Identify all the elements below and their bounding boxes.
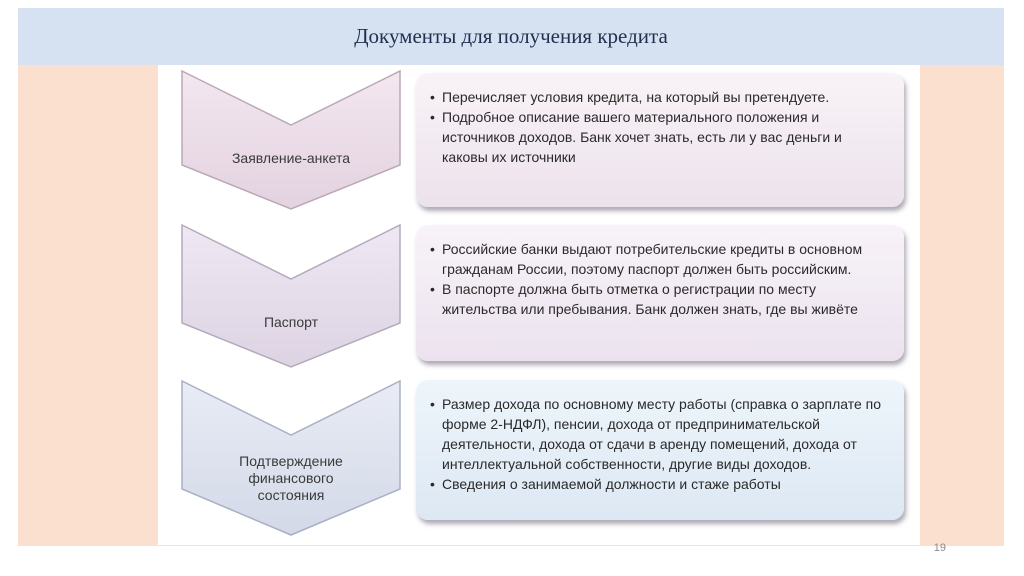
label-line: Заявление-анкета bbox=[231, 150, 351, 166]
bullet-item: • Перечисляет условия кредита, на который вы претендуете. bbox=[430, 87, 886, 107]
chevron-shape bbox=[178, 221, 404, 371]
label-line: финансового bbox=[248, 470, 334, 486]
label-line: состояния bbox=[257, 487, 325, 503]
chevron-shape bbox=[178, 67, 404, 213]
bullet-list bbox=[430, 394, 886, 494]
bullet-list bbox=[430, 239, 886, 319]
page-number: 19 bbox=[933, 542, 946, 554]
label-line: Подтверждение bbox=[239, 453, 343, 469]
description-box-financial-status bbox=[416, 380, 904, 520]
description-box-passport bbox=[416, 225, 904, 361]
chevron-financial-status bbox=[178, 377, 404, 539]
bullet-item: • Российские банки выдают потребительские кредиты в основном гражданам России, поэтому паспорт должен быть российским. bbox=[430, 239, 886, 279]
bullet-item: • Сведения о занимаемой должности и стаже работы bbox=[430, 474, 886, 494]
chevron-label bbox=[188, 314, 394, 331]
slide-title: Документы для получения кредита bbox=[354, 24, 668, 48]
bullet-item: • В паспорте должна быть отметка о регистрации по месту жительства или пребывания. Банк должен знать, где вы живёте bbox=[430, 279, 886, 319]
content-panel bbox=[158, 65, 920, 545]
description-box-application-form bbox=[416, 73, 904, 207]
title-bar bbox=[18, 8, 1004, 65]
bullet-list bbox=[430, 87, 886, 167]
chevron-application-form bbox=[178, 67, 404, 213]
bullet-item: • Подробное описание вашего материального положения и источников доходов. Банк хочет знать, есть ли у вас деньги и каковы их источники bbox=[430, 107, 886, 167]
bullet-item: • Размер дохода по основному месту работы (справка о зарплате по форме 2-НДФЛ), пенсии, дохода от предпринимательской деятельности, дохода от сдачи в аренду помещений, дохода от интеллектуальной собственности, другие виды доходов. bbox=[430, 394, 886, 474]
chevron-label bbox=[188, 150, 394, 167]
label-line: Паспорт bbox=[263, 314, 319, 330]
chevron-label bbox=[188, 453, 394, 504]
chevron-passport bbox=[178, 221, 404, 371]
